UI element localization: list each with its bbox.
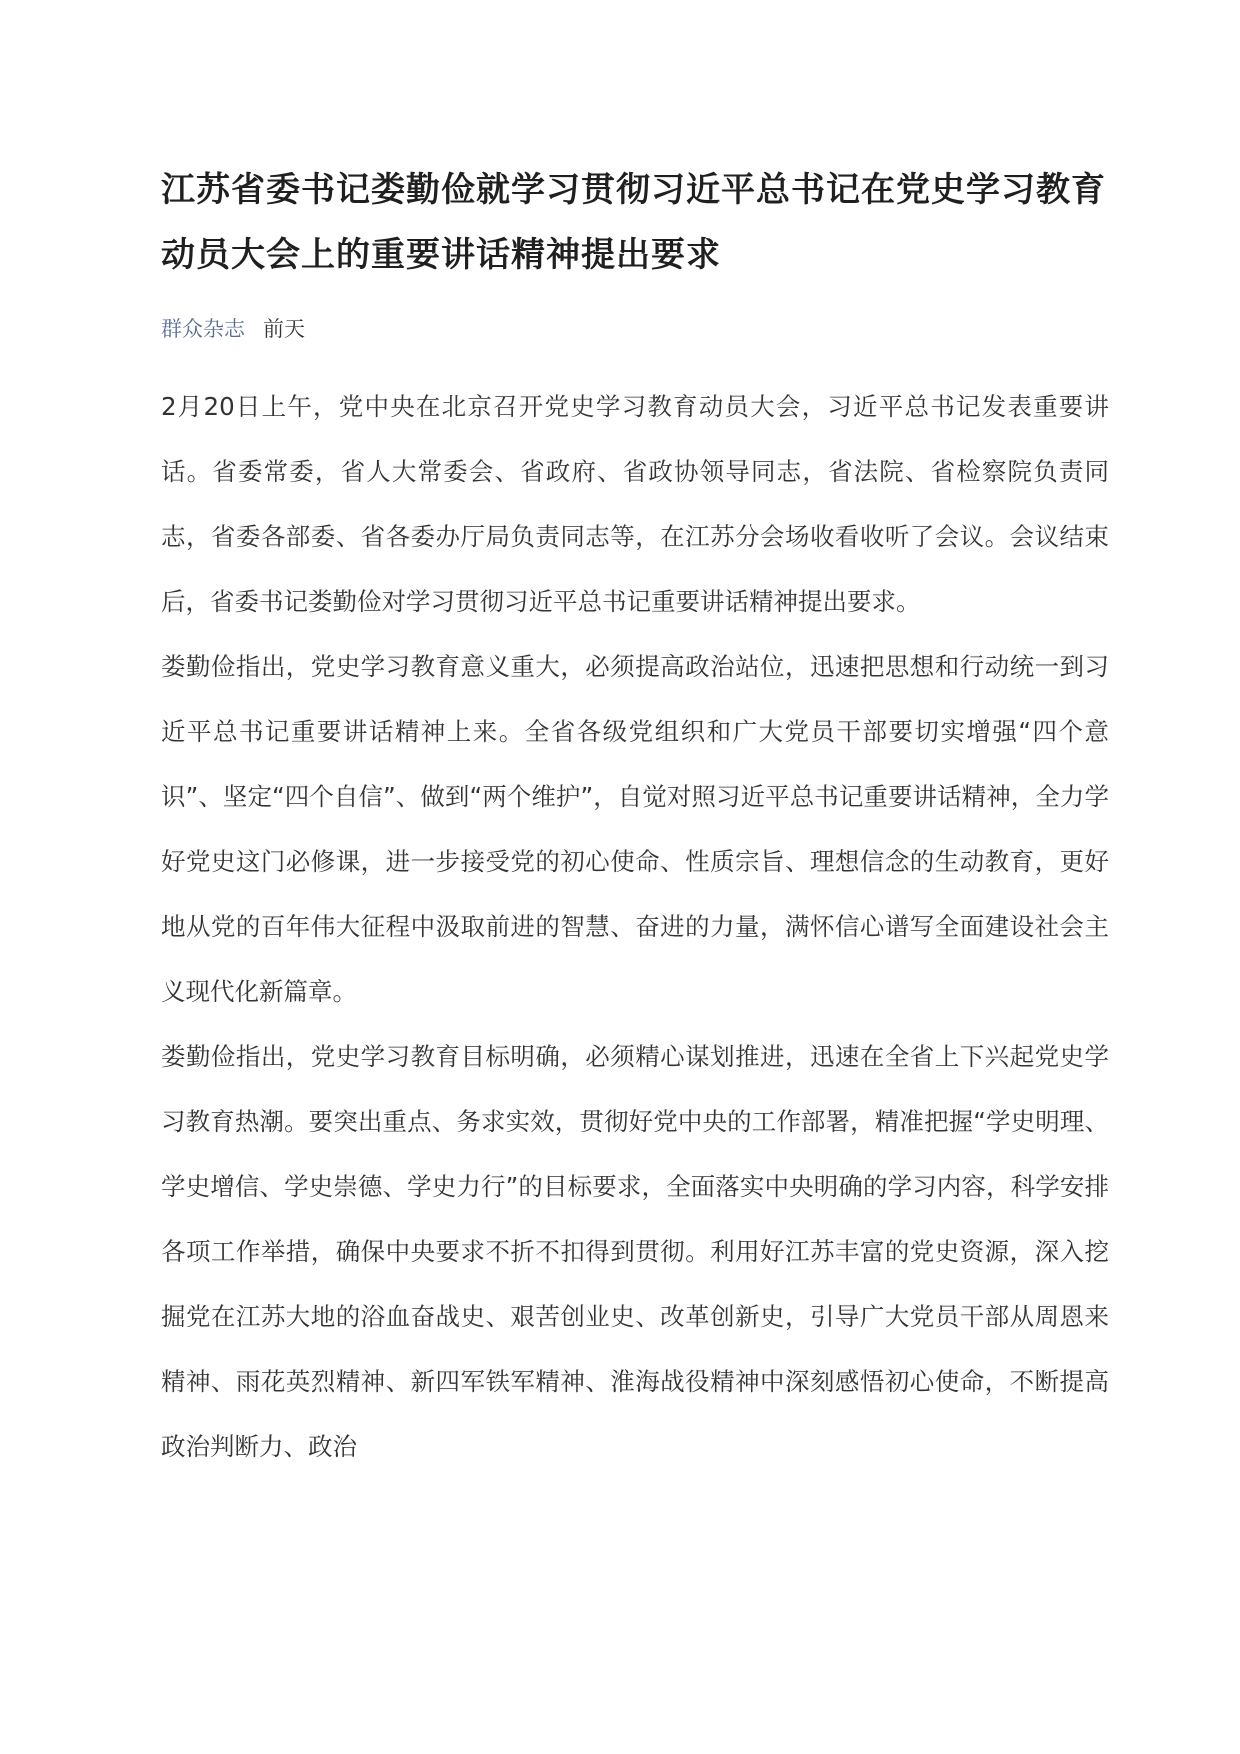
article-meta — [161, 314, 1109, 344]
article — [161, 158, 1109, 1479]
publish-time: 前天 — [263, 317, 305, 341]
paragraph: 娄勤俭指出，党史学习教育目标明确，必须精心谋划推进，迅速在全省上下兴起党史学习教育热潮。要突出重点、务求实效，贯彻好党中央的工作部署，精准把握“学史明理、学史增信、学史崇德、学史力行”的目标要求，全面落实中央明确的学习内容，科学安排各项工作举措，确保中央要求不折不扣得到贯彻。利用好江苏丰富的党史资源，深入挖掘党在江苏大地的浴血奋战史、艰苦创业史、改革创新史，引导广大党员干部从周恩来精神、雨花英烈精神、新四军铁军精神、淮海战役精神中深刻感悟初心使命，不断提高政治判断力、政治 — [161, 1042, 1109, 1461]
article-body — [161, 374, 1109, 1479]
paragraph: 2月20日上午，党中央在北京召开党史学习教育动员大会，习近平总书记发表重要讲话。省委常委，省人大常委会、省政府、省政协领导同志，省法院、省检察院负责同志，省委各部委、省各委办厅局负责同志等，在江苏分会场收看收听了会议。会议结束后，省委书记娄勤俭对学习贯彻习近平总书记重要讲话精神提出要求。 — [161, 392, 1109, 616]
paragraph: 娄勤俭指出，党史学习教育意义重大，必须提高政治站位，迅速把思想和行动统一到习近平总书记重要讲话精神上来。全省各级党组织和广大党员干部要切实增强“四个意识”、坚定“四个自信”、做到“两个维护”，自觉对照习近平总书记重要讲话精神，全力学好党史这门必修课，进一步接受党的初心使命、性质宗旨、理想信念的生动教育，更好地从党的百年伟大征程中汲取前进的智慧、奋进的力量，满怀信心谱写全面建设社会主义现代化新篇章。 — [161, 652, 1109, 1006]
source-link[interactable]: 群众杂志 — [161, 317, 245, 341]
article-title: 江苏省委书记娄勤俭就学习贯彻习近平总书记在党史学习教育动员大会上的重要讲话精神提出要求 — [161, 170, 1106, 275]
